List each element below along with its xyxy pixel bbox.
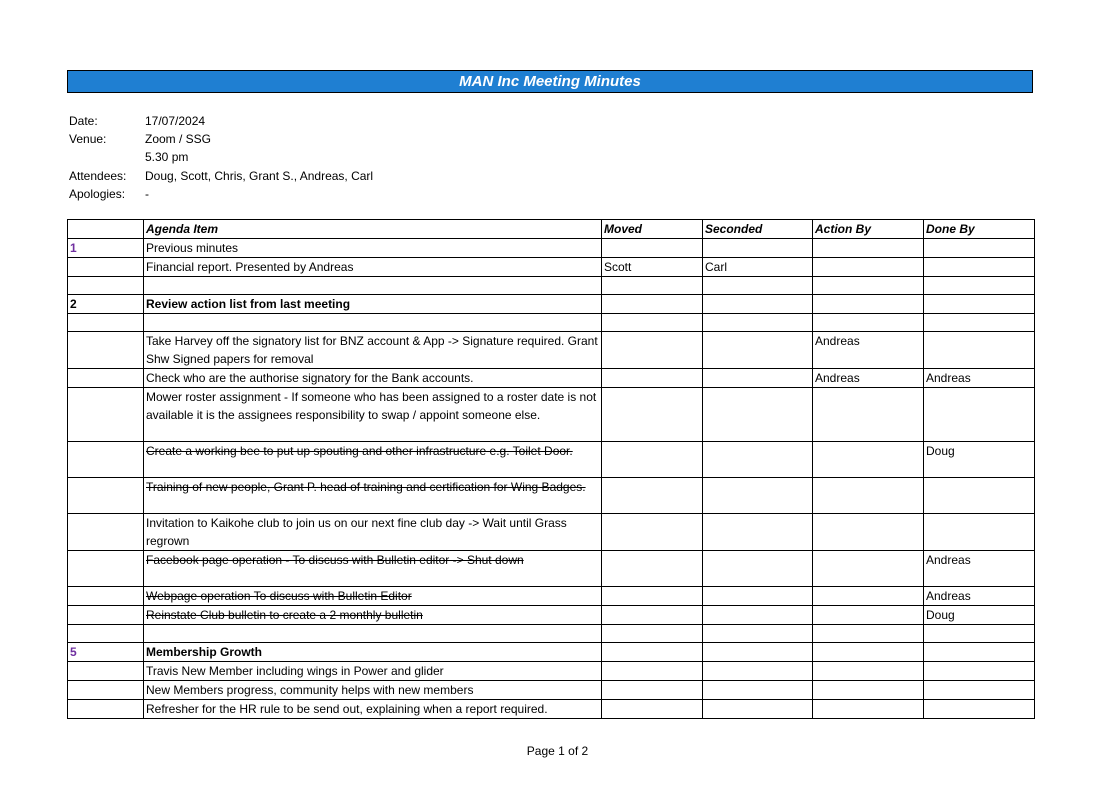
table-row [68,369,1035,388]
time-label [69,148,145,166]
seconded-cell [703,369,813,388]
item-number-cell [68,369,144,388]
done-by-cell [924,514,1035,551]
table-row [68,625,1035,643]
agenda-item-cell: Facebook page operation - To discuss with Bulletin editor -> Shut down [144,551,602,587]
item-number-cell [68,662,144,681]
action-by-cell [813,478,924,514]
agenda-item-cell: Travis New Member including wings in Power and glider [144,662,602,681]
item-number-cell [68,258,144,277]
header-seconded: Seconded [703,220,813,239]
table-row [68,551,1035,587]
action-by-cell [813,295,924,314]
seconded-cell: Carl [703,258,813,277]
item-number-cell [68,514,144,551]
table-row [68,442,1035,478]
done-by-cell [924,681,1035,700]
moved-cell [602,606,703,625]
moved-cell [602,239,703,258]
agenda-item-cell: Webpage operation To discuss with Bulletin Editor [144,587,602,606]
done-by-cell: Andreas [924,369,1035,388]
moved-cell [602,478,703,514]
done-by-cell [924,258,1035,277]
moved-cell [602,700,703,719]
moved-cell [602,277,703,295]
agenda-item-cell: New Members progress, community helps with new members [144,681,602,700]
header-action-by: Action By [813,220,924,239]
seconded-cell [703,625,813,643]
table-row [68,258,1035,277]
attendees-value: Doug, Scott, Chris, Grant S., Andreas, Carl [145,168,374,183]
moved-cell [602,388,703,442]
table-row [68,606,1035,625]
seconded-cell [703,388,813,442]
table-row [68,643,1035,662]
seconded-cell [703,681,813,700]
done-by-cell [924,478,1035,514]
header-agenda-item: Agenda Item [144,220,602,239]
table-row [68,239,1035,258]
action-by-cell: Andreas [813,332,924,369]
done-by-cell: Doug [924,442,1035,478]
item-number-cell [68,388,144,442]
item-number-cell: 2 [68,295,144,314]
done-by-cell: Andreas [924,551,1035,587]
action-by-cell [813,700,924,719]
agenda-table [67,219,1035,719]
table-row [68,478,1035,514]
done-by-cell [924,277,1035,295]
action-by-cell [813,314,924,332]
seconded-cell [703,277,813,295]
item-number-cell [68,606,144,625]
agenda-item-cell [144,277,602,295]
header-moved: Moved [602,220,703,239]
table-row [68,587,1035,606]
seconded-cell [703,662,813,681]
moved-cell [602,662,703,681]
moved-cell [602,442,703,478]
seconded-cell [703,514,813,551]
agenda-item-cell [144,625,602,643]
venue-value: Zoom / SSG [145,132,212,147]
item-number-cell [68,277,144,295]
date-row [69,112,373,130]
table-row [68,277,1035,295]
action-by-cell [813,239,924,258]
seconded-cell [703,551,813,587]
item-number-cell [68,551,144,587]
seconded-cell [703,314,813,332]
action-by-cell [813,606,924,625]
seconded-cell [703,700,813,719]
item-number-cell [68,478,144,514]
action-by-cell [813,587,924,606]
seconded-cell [703,643,813,662]
seconded-cell [703,478,813,514]
seconded-cell [703,295,813,314]
done-by-cell [924,625,1035,643]
action-by-cell [813,551,924,587]
venue-label: Venue: [69,132,107,147]
attendees-row [69,167,373,185]
done-by-cell [924,239,1035,258]
page-title: MAN Inc Meeting Minutes [67,70,1033,93]
agenda-item-cell: Review action list from last meeting [144,295,602,314]
time-row [69,148,373,166]
seconded-cell [703,606,813,625]
done-by-cell [924,700,1035,719]
action-by-cell [813,625,924,643]
table-row [68,514,1035,551]
done-by-cell [924,295,1035,314]
attendees-label: Attendees: [69,168,127,183]
action-by-cell [813,681,924,700]
action-by-cell [813,388,924,442]
item-number-cell: 1 [68,239,144,258]
table-row [68,388,1035,442]
date-value: 17/07/2024 [145,114,206,128]
done-by-cell [924,388,1035,442]
action-by-cell [813,514,924,551]
meeting-details [69,112,373,203]
agenda-item-cell: Financial report. Presented by Andreas [144,258,602,277]
item-number-cell [68,587,144,606]
apologies-value: - [145,186,149,201]
agenda-item-cell: Refresher for the HR rule to be send out, explaining when a report required. [144,700,602,719]
action-by-cell [813,277,924,295]
done-by-cell: Doug [924,606,1035,625]
moved-cell [602,681,703,700]
done-by-cell [924,643,1035,662]
table-row [68,662,1035,681]
item-number-cell [68,442,144,478]
action-by-cell [813,258,924,277]
item-number-cell [68,681,144,700]
table-row [68,700,1035,719]
agenda-item-cell: Create a working bee to put up spouting and other infrastructure e.g. Toilet Door. [144,442,602,478]
date-label: Date: [69,114,98,128]
moved-cell [602,625,703,643]
venue-row [69,130,373,148]
item-number-cell [68,314,144,332]
moved-cell [602,314,703,332]
item-number-cell: 5 [68,643,144,662]
seconded-cell [703,239,813,258]
agenda-item-cell: Mower roster assignment - If someone who has been assigned to a roster date is not available it is the assignees responsibility to swap / appoint someone else. [144,388,602,442]
agenda-item-cell: Training of new people, Grant P. head of training and certification for Wing Badges. [144,478,602,514]
moved-cell [602,643,703,662]
table-row [68,314,1035,332]
moved-cell [602,295,703,314]
action-by-cell [813,643,924,662]
item-number-cell [68,625,144,643]
table-row [68,681,1035,700]
moved-cell [602,332,703,369]
agenda-item-cell: Check who are the authorise signatory for the Bank accounts. [144,369,602,388]
page-number: Page 1 of 2 [526,744,589,758]
header-done-by: Done By [924,220,1035,239]
time-value: 5.30 pm [145,150,189,165]
moved-cell: Scott [602,258,703,277]
agenda-item-cell [144,314,602,332]
table-row [68,332,1035,369]
done-by-cell [924,314,1035,332]
moved-cell [602,514,703,551]
action-by-cell: Andreas [813,369,924,388]
item-number-cell [68,332,144,369]
seconded-cell [703,332,813,369]
agenda-item-cell: Reinstate Club bulletin to create a 2 monthly bulletin [144,606,602,625]
action-by-cell [813,662,924,681]
item-number-cell [68,700,144,719]
done-by-cell: Andreas [924,587,1035,606]
table-header-row [68,220,1035,239]
agenda-item-cell: Previous minutes [144,239,602,258]
done-by-cell [924,662,1035,681]
seconded-cell [703,587,813,606]
action-by-cell [813,442,924,478]
seconded-cell [703,442,813,478]
moved-cell [602,369,703,388]
moved-cell [602,551,703,587]
agenda-item-cell: Take Harvey off the signatory list for BNZ account & App -> Signature required. Grant Shw Signed papers for removal [144,332,602,369]
moved-cell [602,587,703,606]
table-row [68,295,1035,314]
done-by-cell [924,332,1035,369]
agenda-item-cell: Invitation to Kaikohe club to join us on our next fine club day -> Wait until Grass regrown [144,514,602,551]
agenda-item-cell: Membership Growth [144,643,602,662]
apologies-label: Apologies: [69,186,126,201]
header-number-cell [68,220,144,239]
apologies-row [69,185,373,203]
